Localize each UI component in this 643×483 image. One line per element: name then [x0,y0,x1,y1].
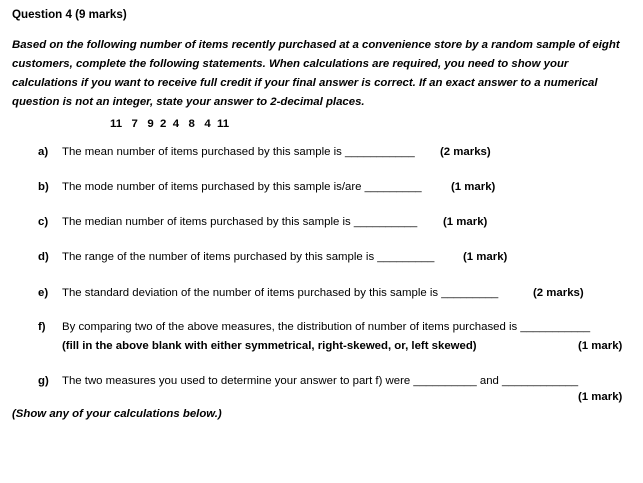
part-d-label: d) [38,251,49,263]
part-e-marks: (2 marks) [533,287,584,299]
part-c-text: The median number of items purchased by this sample is __________ [62,216,418,228]
question-intro [12,36,637,112]
part-g-label: g) [38,375,49,387]
part-c-label: c) [38,216,49,228]
question-title: Question 4 (9 marks) [12,8,127,21]
part-d-text: The range of the number of items purchased by this sample is _________ [62,251,435,263]
intro-line: question is not an integer, state your answer to 2-decimal places. [12,96,365,108]
intro-line: Based on the following number of items recently purchased at a convenience store by a random sample of eight [12,39,620,51]
part-f-marks: (1 mark) [578,340,623,352]
part-e-text: The standard deviation of the number of items purchased by this sample is _________ [62,287,499,299]
part-a-text: The mean number of items purchased by this sample is ___________ [62,146,415,158]
part-g-text: The two measures you used to determine your answer to part f) were __________ and ____________ [62,375,579,387]
part-b-marks: (1 mark) [451,181,496,193]
part-c-marks: (1 mark) [443,216,488,228]
calculations-instruction: (Show any of your calculations below.) [12,408,222,420]
part-a-label: a) [38,146,49,158]
part-f-instruction: (fill in the above blank with either symmetrical, right-skewed, or, left skewed) [62,340,477,352]
part-d-marks: (1 mark) [463,251,508,263]
part-e-label: e) [38,287,49,299]
intro-line: customers, complete the following statements. When calculations are required, you need to show your [12,58,569,70]
sample-data-values: 11 7 9 2 4 8 4 11 [110,118,230,130]
part-f-label: f) [38,321,46,333]
part-g-marks: (1 mark) [578,391,623,403]
part-f-text: By comparing two of the above measures, the distribution of number of items purchased is ___________ [62,321,591,333]
part-a-marks: (2 marks) [440,146,491,158]
intro-line: calculations if you want to receive full credit if your final answer is correct. If an exact answer to a numerical [12,77,598,89]
part-b-label: b) [38,181,49,193]
part-b-text: The mode number of items purchased by this sample is/are _________ [62,181,422,193]
